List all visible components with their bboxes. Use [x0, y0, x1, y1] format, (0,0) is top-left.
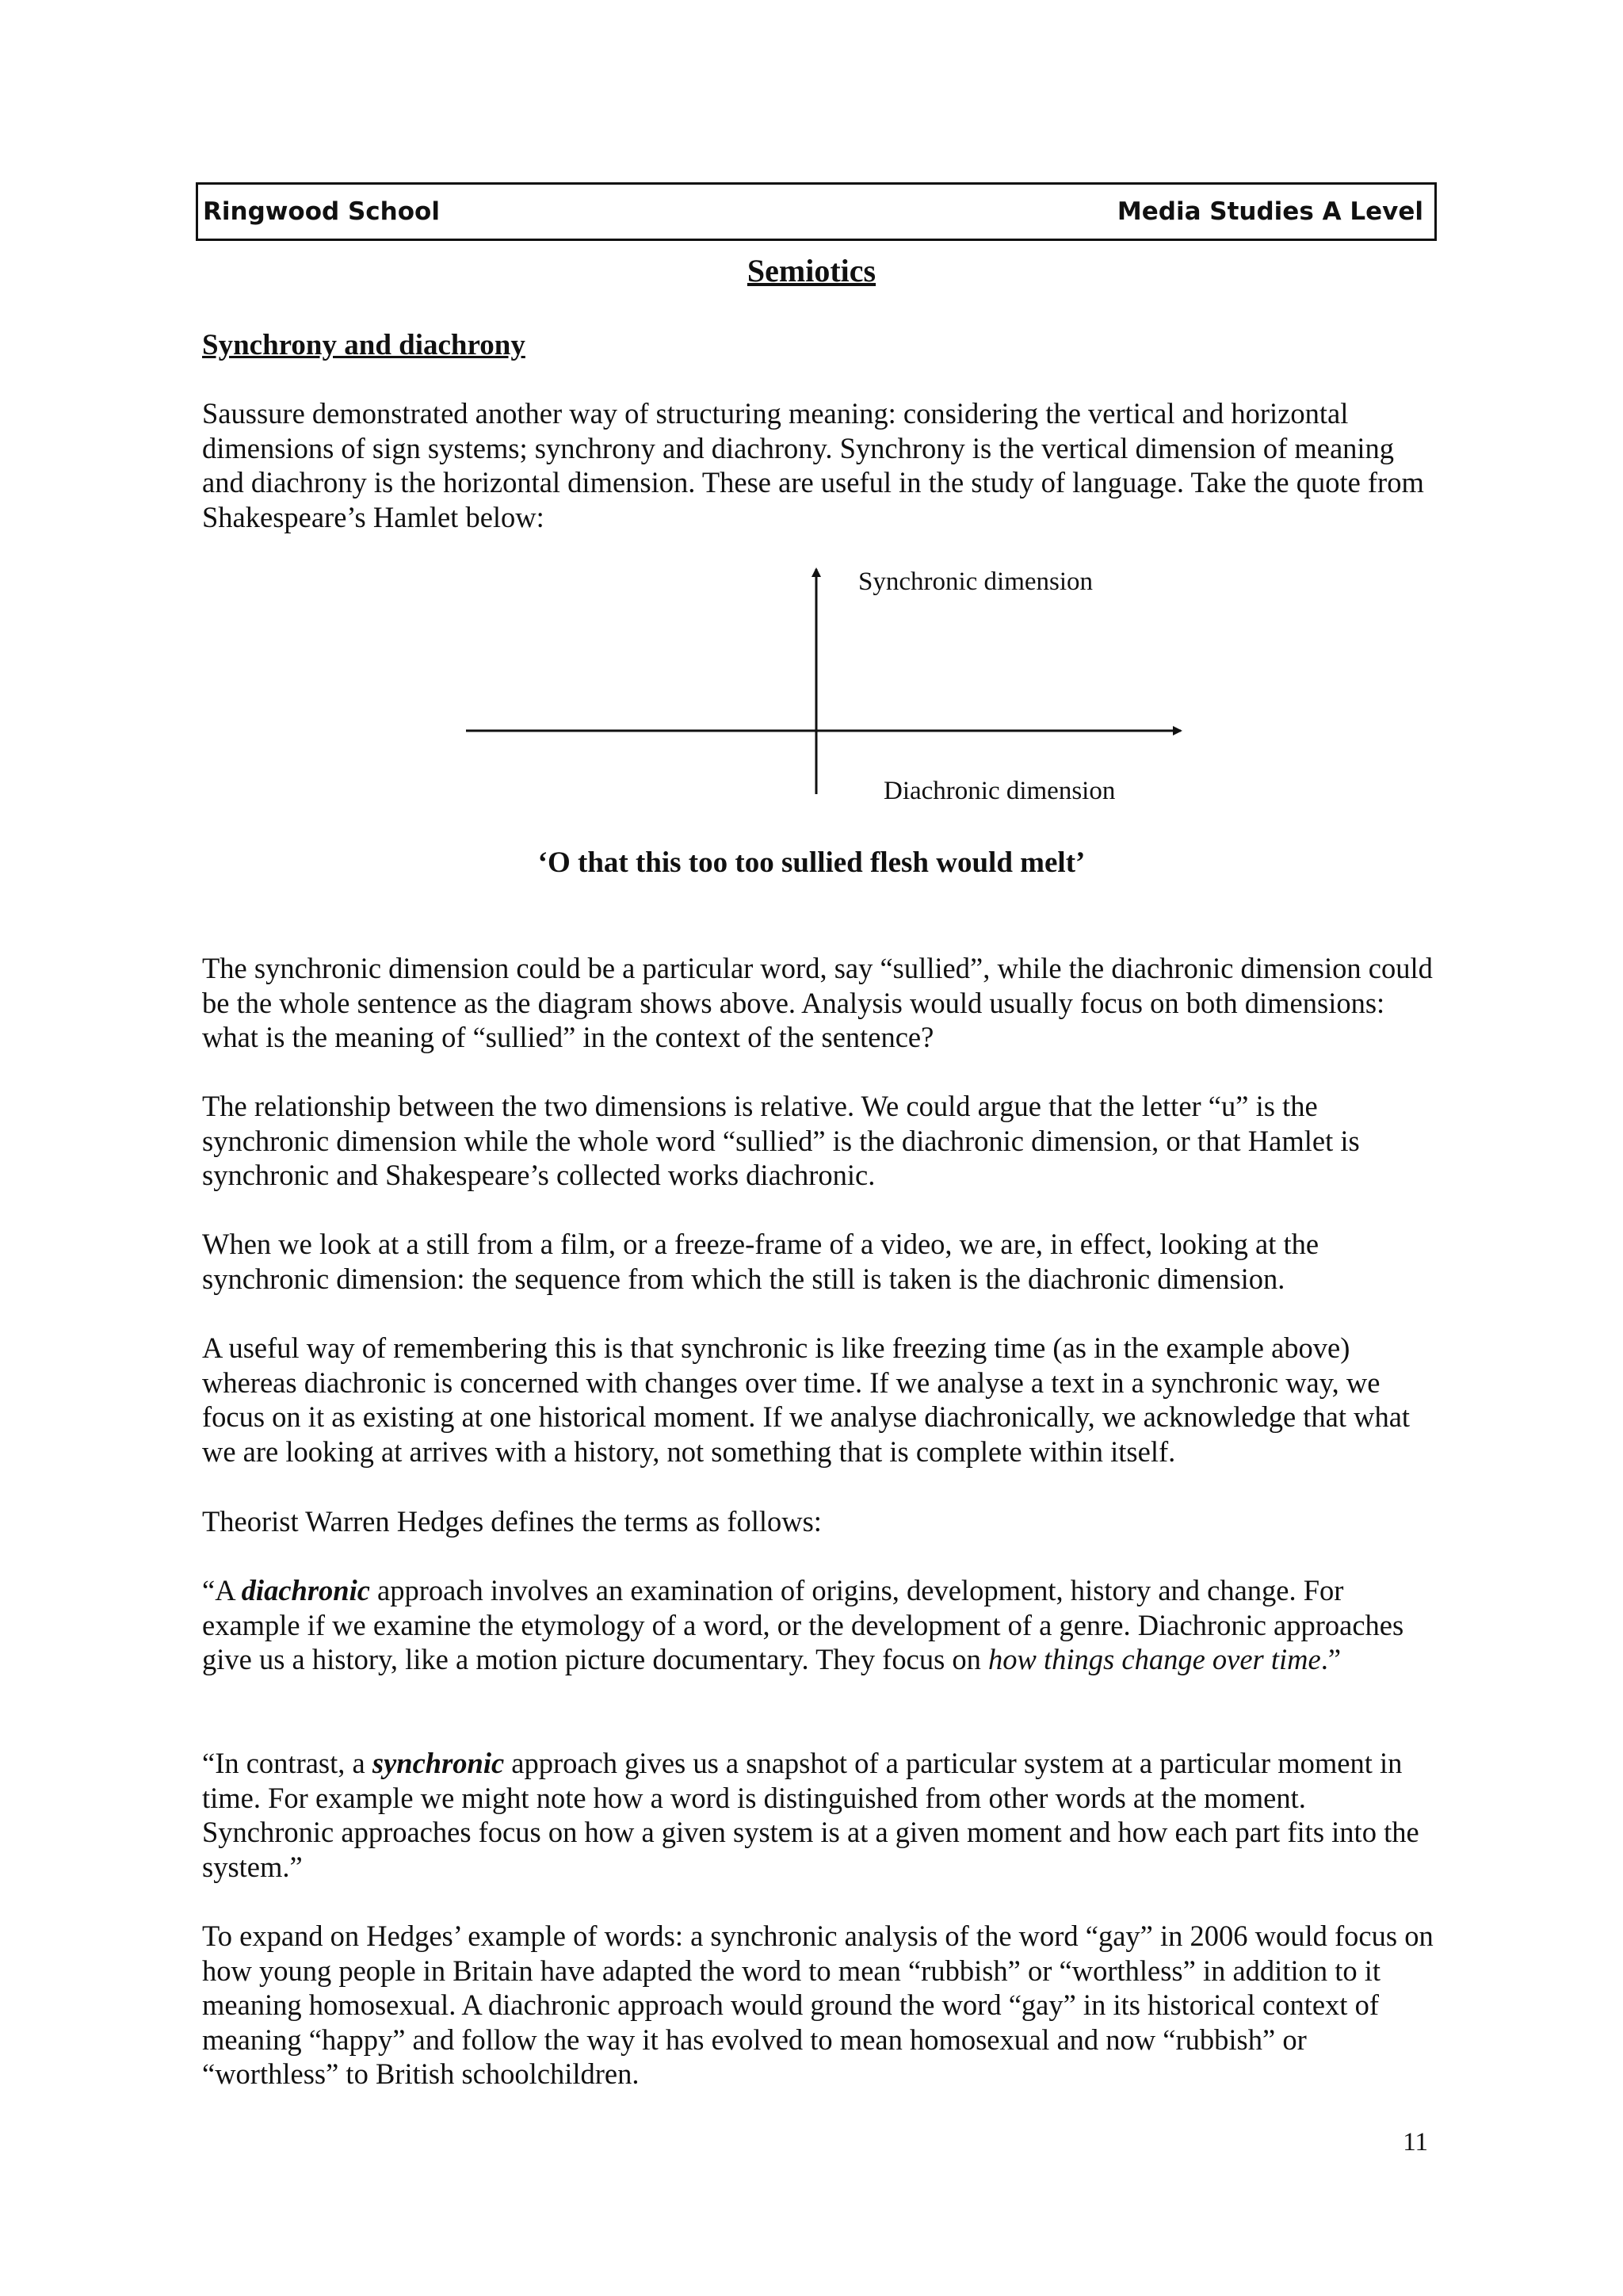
hamlet-quote: ‘O that this too too sullied flesh would melt’: [537, 846, 1086, 879]
page-title: Semiotics: [747, 253, 876, 288]
page-number: 11: [1403, 2128, 1428, 2157]
quote-open: “In contrast, a: [202, 1747, 372, 1779]
paragraph-film-still: When we look at a still from a film, or a freeze-frame of a video, we are, in effect, looking at the synchronic dimension: the sequence from which the still is taken is the diachronic dimension.: [202, 1228, 1319, 1295]
synchronic-dimension-label: Synchronic dimension: [858, 567, 1094, 596]
quote-open: “A: [202, 1574, 242, 1606]
emphasis-text: how things change over time: [988, 1643, 1321, 1675]
paragraph-relative-dimensions: The relationship between the two dimensions is relative. We could argue that the letter “u” is the synchronic dimension while the whole word “sullied” is the diachronic dimension, or that Hamlet is synchronic and Shakespeare’s collected works diachronic.: [202, 1090, 1360, 1191]
quote-body: approach involves an examination of origins, development, history and change. For example if we examine the etymology of a word, or the development of a genre. Diachronic approaches give us a history, like a motion picture documentary. They focus on: [202, 1574, 1404, 1675]
section-heading: Synchrony and diachrony: [202, 329, 525, 361]
term-diachronic: diachronic: [241, 1574, 370, 1606]
hedges-quote-diachronic: [202, 1573, 1438, 1677]
synchrony-diachrony-diagram: [0, 555, 1623, 808]
school-name: Ringwood School: [203, 197, 440, 226]
paragraph-remembering: A useful way of remembering this is that synchronic is like freezing time (as in the example above) whereas diachronic is concerned with changes over time. If we analyse a text in a synchronic way, we focus on it as existing at one historical moment. If we analyse diachronically, we acknowledge that what we are looking at arrives with a history, not something that is complete within itself.: [202, 1331, 1411, 1468]
paragraph-hedges-intro: Theorist Warren Hedges defines the terms as follows:: [202, 1505, 822, 1538]
paragraph-synchronic-example: The synchronic dimension could be a particular word, say “sullied”, while the diachronic dimension could be the whole sentence as the diagram shows above. Analysis would usually focus on both dimensions: what is the meaning of “sullied” in the context of the sentence?: [202, 952, 1433, 1053]
diachronic-dimension-label: Diachronic dimension: [884, 777, 1116, 805]
paragraph-gay-example: To expand on Hedges’ example of words: a synchronic analysis of the word “gay” in 2006 would focus on how young people in Britain have adapted the word to mean “rubbish” or “worthless” in addition to it meaning homosexual. A diachronic approach would ground the word “gay” in its historical context of meaning “happy” and follow the way it has evolved to mean homosexual and now “rubbish” or “worthless” to British schoolchildren.: [202, 1920, 1434, 2090]
quote-close: .”: [1320, 1643, 1342, 1675]
term-synchronic: synchronic: [372, 1747, 505, 1779]
axes-diagram: [0, 555, 1623, 808]
hedges-quote-synchronic: [202, 1746, 1438, 1884]
page-header: [196, 182, 1437, 241]
quote-body: approach gives us a snapshot of a particular system at a particular moment in time. For example we might note how a word is distinguished from other words at the moment. Synchronic approaches focus on how a given system is at a given moment and how each part fits into the system.”: [202, 1747, 1419, 1883]
intro-paragraph: Saussure demonstrated another way of structuring meaning: considering the vertical and horizontal dimensions of sign systems; synchrony and diachrony. Synchrony is the vertical dimension of meaning and diachrony is the horizontal dimension. These are useful in the study of language. Take the quote from Shakespeare’s Hamlet below:: [202, 397, 1424, 533]
course-name: Media Studies A Level: [1117, 197, 1423, 226]
